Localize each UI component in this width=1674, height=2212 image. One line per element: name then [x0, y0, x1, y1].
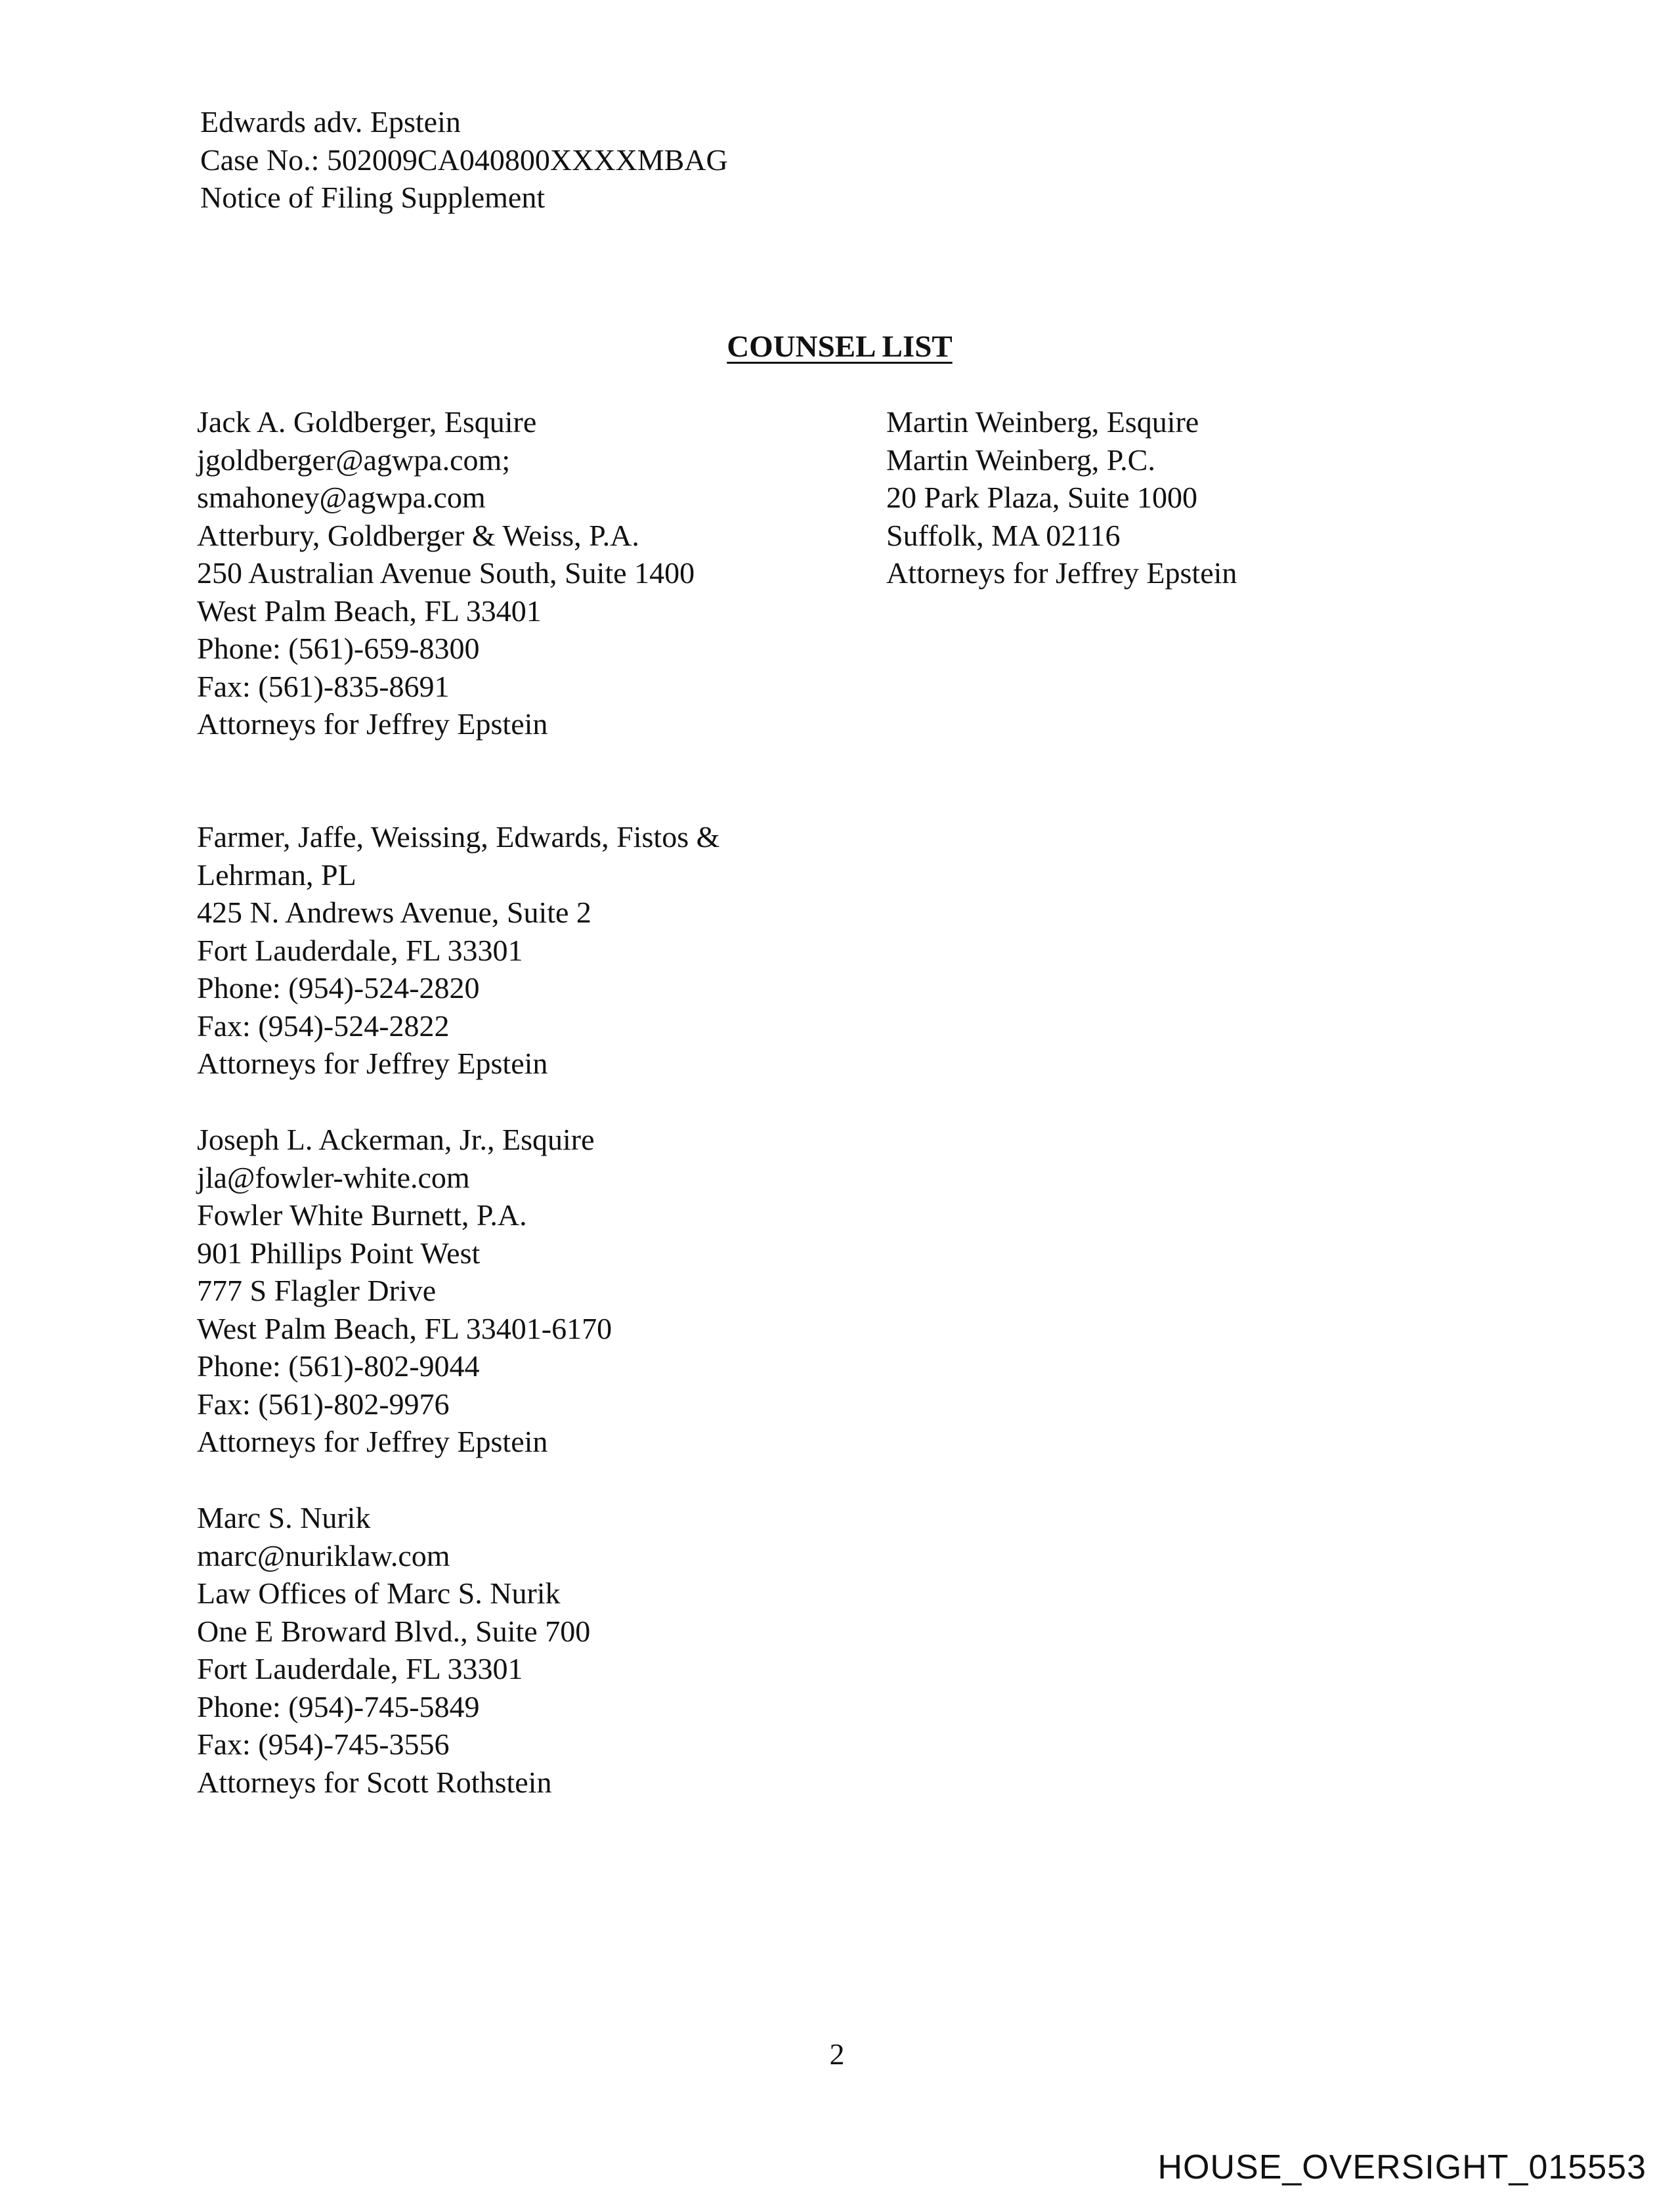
counsel-city: West Palm Beach, FL 33401 [197, 594, 542, 628]
counsel-block-farmer-jaffe [197, 818, 719, 1083]
counsel-list-heading-text: COUNSEL LIST [727, 330, 953, 364]
counsel-firm: Law Offices of Marc S. Nurik [197, 1576, 561, 1610]
counsel-email: marc@nuriklaw.com [197, 1538, 450, 1572]
counsel-line: Martin Weinberg, Esquire [886, 405, 1199, 439]
counsel-firm: Atterbury, Goldberger & Weiss, P.A. [197, 518, 639, 552]
counsel-email: jgoldberger@agwpa.com; [197, 443, 511, 477]
counsel-fax: Fax: (954)-524-2822 [197, 1008, 450, 1043]
case-name: Edwards adv. Epstein [200, 105, 461, 139]
document-title: Notice of Filing Supplement [200, 181, 546, 214]
counsel-address: 777 S Flagler Drive [197, 1274, 437, 1307]
counsel-list-heading [0, 328, 1674, 366]
counsel-address: 901 Phillips Point West [197, 1236, 481, 1270]
counsel-firm: Martin Weinberg, P.C. [886, 443, 1155, 477]
counsel-phone: Phone: (561)-802-9044 [197, 1349, 480, 1383]
counsel-city: Suffolk, MA 02116 [886, 518, 1121, 552]
counsel-city: Fort Lauderdale, FL 33301 [197, 1652, 523, 1685]
case-number: Case No.: 502009CA040800XXXXMBAG [200, 142, 728, 177]
counsel-block-weinberg [886, 403, 1237, 592]
counsel-phone: Phone: (954)-524-2820 [197, 971, 480, 1005]
case-caption [200, 103, 728, 217]
counsel-client: Attorneys for Jeffrey Epstein [886, 556, 1237, 590]
counsel-block-goldberger [197, 403, 695, 743]
counsel-email: smahoney@agwpa.com [197, 481, 486, 514]
counsel-fax: Fax: (561)-802-9976 [197, 1387, 450, 1421]
counsel-address: 20 Park Plaza, Suite 1000 [886, 481, 1197, 514]
bates-number: HOUSE_OVERSIGHT_015553 [1157, 2148, 1646, 2186]
counsel-email: jla@fowler-white.com [197, 1160, 470, 1194]
counsel-block-ackerman [197, 1121, 612, 1461]
counsel-firm: Fowler White Burnett, P.A. [197, 1198, 527, 1232]
counsel-client: Attorneys for Jeffrey Epstein [197, 707, 548, 741]
counsel-firm: Lehrman, PL [197, 857, 356, 892]
counsel-phone: Phone: (954)-745-5849 [197, 1689, 480, 1724]
counsel-line: Marc S. Nurik [197, 1501, 371, 1534]
counsel-client: Attorneys for Scott Rothstein [197, 1765, 552, 1799]
counsel-firm: Farmer, Jaffe, Weissing, Edwards, Fistos & [197, 820, 720, 854]
counsel-city: West Palm Beach, FL 33401-6170 [197, 1311, 612, 1345]
counsel-line: Joseph L. Ackerman, Jr., Esquire [197, 1123, 595, 1156]
counsel-client: Attorneys for Jeffrey Epstein [197, 1047, 548, 1080]
counsel-address: 425 N. Andrews Avenue, Suite 2 [197, 896, 591, 929]
counsel-address: One E Broward Blvd., Suite 700 [197, 1614, 591, 1648]
counsel-city: Fort Lauderdale, FL 33301 [197, 933, 523, 967]
counsel-address: 250 Australian Avenue South, Suite 1400 [197, 556, 695, 590]
counsel-phone: Phone: (561)-659-8300 [197, 632, 480, 665]
counsel-fax: Fax: (561)-835-8691 [197, 669, 450, 703]
counsel-line: Jack A. Goldberger, Esquire [197, 405, 537, 439]
counsel-block-nurik [197, 1499, 590, 1801]
counsel-client: Attorneys for Jeffrey Epstein [197, 1425, 548, 1458]
counsel-fax: Fax: (954)-745-3556 [197, 1727, 450, 1761]
page-number: 2 [829, 2037, 845, 2071]
